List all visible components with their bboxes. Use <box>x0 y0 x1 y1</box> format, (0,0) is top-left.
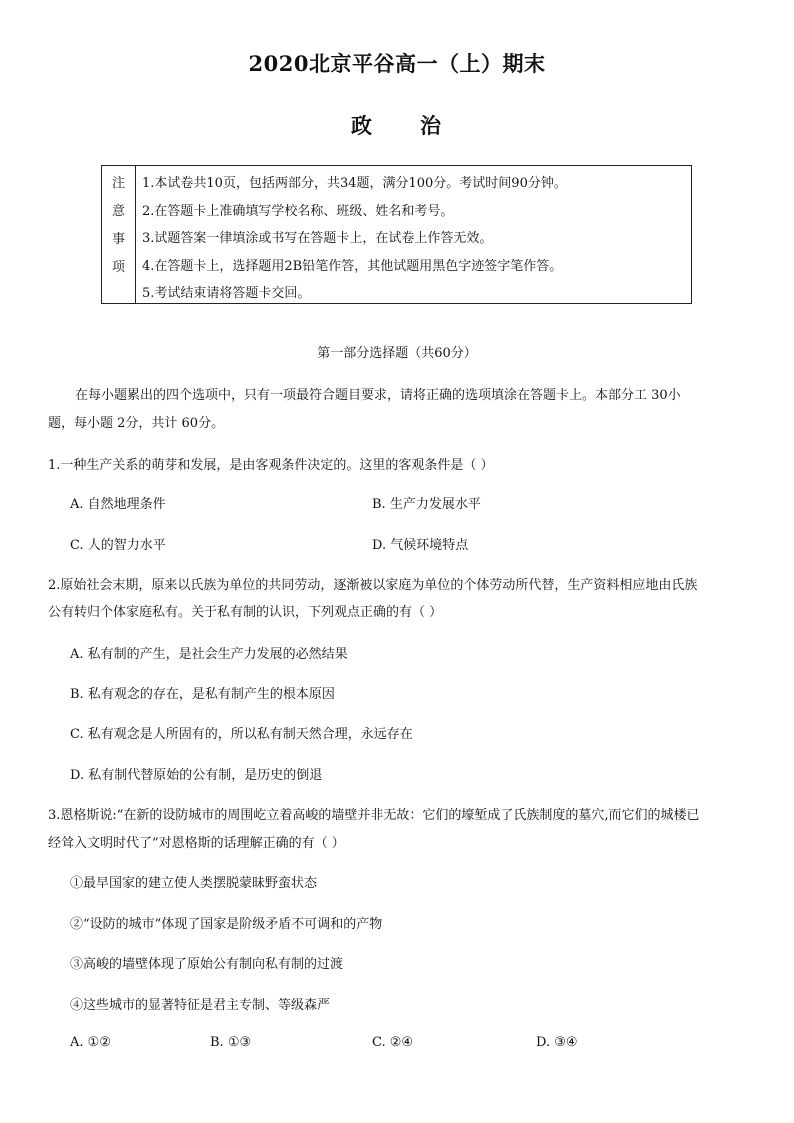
question-3-option-a: A. ①② <box>70 1035 111 1050</box>
exam-subject: 政 治 <box>351 113 443 138</box>
section-intro-line: 在每小题累出的四个选项中，只有一项最符合题目要求，请将正确的选项填涂在答题卡上。本部分工 30小 <box>75 388 681 403</box>
question-2-stem: 2.原始社会末期，原来以氏族为单位的共同劳动，逐渐被以家庭为单位的个体劳动所代替，生产资料相应地由氏族 <box>48 578 698 593</box>
question-2-option-a: A. 私有制的产生，是社会生产力发展的必然结果 <box>70 647 348 662</box>
notice-label-char: 注 <box>111 176 125 191</box>
question-2-option-b: B. 私有观念的存在，是私有制产生的根本原因 <box>70 687 335 702</box>
question-1-option-c: C. 人的智力水平 <box>70 538 166 553</box>
question-2-option-d: D. 私有制代替原始的公有制，是历史的倒退 <box>70 768 323 783</box>
question-1-stem: 1.一种生产关系的萌芽和发展，是由客观条件决定的。这里的客观条件是（ ） <box>48 458 494 473</box>
notice-label-char: 项 <box>111 260 125 275</box>
question-3-option-d: D. ③④ <box>536 1035 578 1050</box>
question-1-option-b: B. 生产力发展水平 <box>372 497 481 512</box>
question-3-statement: ①最早国家的建立使人类摆脱蒙昧野蛮状态 <box>70 876 318 891</box>
notice-item: 3.试题答案一律填涂或书写在答题卡上，在试卷上作答无效。 <box>142 231 493 246</box>
question-1-option-a: A. 自然地理条件 <box>70 497 166 512</box>
notice-box <box>101 165 692 304</box>
question-3-stem: 经耸入文明时代了”对恩格斯的话理解正确的有（ ） <box>48 836 345 851</box>
notice-label-char: 事 <box>111 232 125 247</box>
notice-items <box>136 166 691 303</box>
question-3-option-c: C. ②④ <box>372 1035 414 1050</box>
question-2-option-c: C. 私有观念是人所固有的，所以私有制天然合理，永远存在 <box>70 727 413 742</box>
question-3-option-b: B. ①③ <box>210 1035 252 1050</box>
exam-title: 2020北京平谷高一（上）期末 <box>248 51 546 76</box>
notice-item: 5.考试结束请将答题卡交回。 <box>142 286 311 301</box>
notice-item: 2.在答题卡上准确填写学校名称、班级、姓名和考号。 <box>142 203 454 219</box>
notice-item: 4.在答题卡上，选择题用2B铅笔作答，其他试题用黑色字迹签字笔作答。 <box>142 258 563 274</box>
notice-label-char: 意 <box>111 204 125 219</box>
question-1-option-d: D. 气候环境特点 <box>372 538 469 553</box>
question-3-statement: ②“设防的城市”体现了国家是阶级矛盾不可调和的产物 <box>70 917 383 932</box>
notice-label-column <box>102 166 136 303</box>
question-3-statement: ④这些城市的显著特征是君主专制、等级森严 <box>70 998 331 1013</box>
question-3-statement: ③高峻的墙壁体现了原始公有制向私有制的过渡 <box>70 957 344 972</box>
section-intro-line: 题，每小题 2分，共计 60分。 <box>48 416 225 431</box>
question-3-stem: 3.恩格斯说:“在新的设防城市的周围屹立着高峻的墙壁并非无故：它们的壕堑成了氏族制度的墓穴,而它们的城楼已 <box>48 808 700 823</box>
section-title: 第一部分选择题（共60分） <box>317 346 477 361</box>
question-2-stem: 公有转归个体家庭私有。关于私有制的认识，下列观点正确的有（ ） <box>48 605 443 620</box>
notice-item: 1.本试卷共10页，包括两部分，共34题，满分100分。考试时间90分钟。 <box>142 176 567 191</box>
